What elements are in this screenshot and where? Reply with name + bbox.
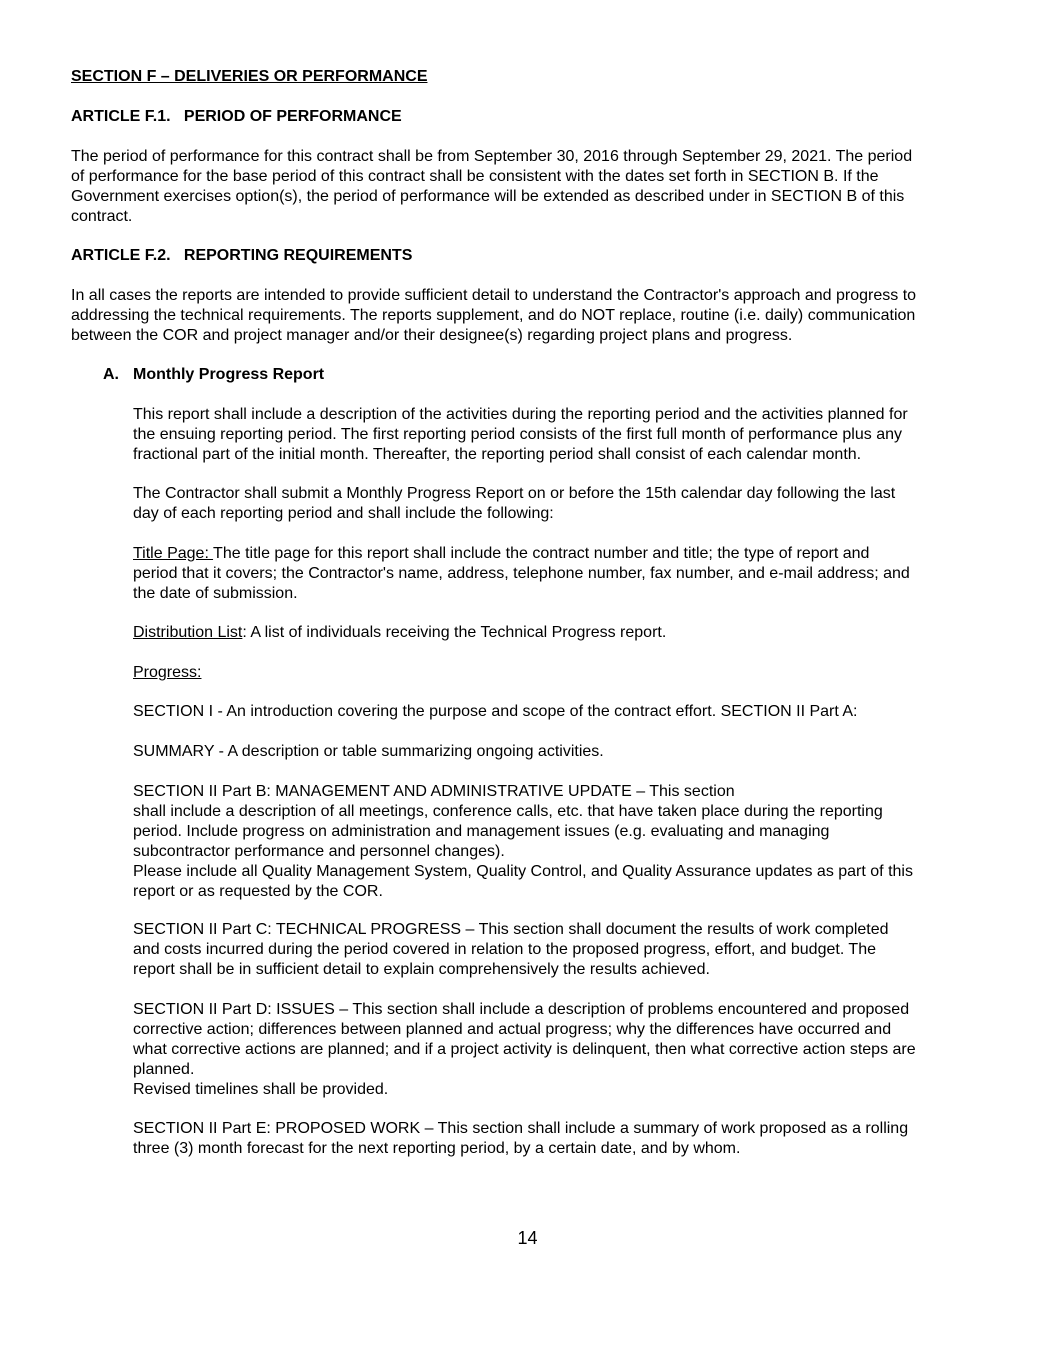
page-number: 14 <box>517 1228 538 1248</box>
progress-label: Progress: <box>133 664 202 681</box>
paragraph-line: report shall be in sufficient detail to explain comprehensively the results achieved. <box>133 961 710 978</box>
monthly-report-heading <box>103 365 324 385</box>
paragraph-line: SECTION II Part D: ISSUES – This section shall include a description of problems encountered and proposed <box>133 1001 910 1018</box>
distribution-list-text: : A list of individuals receiving the Technical Progress report. <box>242 624 667 641</box>
monthly-report-intro <box>133 405 983 465</box>
article-f1-paragraph <box>71 147 983 227</box>
paragraph-line: corrective action; differences between planned and actual progress; why the differences have occurred and <box>133 1021 892 1038</box>
distribution-list-label: Distribution List <box>133 624 243 641</box>
paragraph-line: and costs incurred during the period covered in relation to the proposed progress, effort, and budget. The <box>133 941 876 958</box>
paragraph-line: report or as requested by the COR. <box>133 883 383 900</box>
paragraph-line: contract. <box>71 208 133 225</box>
monthly-report-submit <box>133 484 983 524</box>
paragraph-line: SECTION II Part C: TECHNICAL PROGRESS – This section shall document the results of work completed <box>133 921 889 938</box>
paragraph-line: shall include a description of all meetings, conference calls, etc. that have taken place during the reporting <box>133 803 883 820</box>
monthly-report-title: Monthly Progress Report <box>133 366 325 383</box>
title-page-text: The title page for this report shall include the contract number and title; the type of report and <box>213 545 870 562</box>
paragraph-line: Government exercises option(s), the period of performance will be extended as described under in SECTION B of this <box>71 188 905 205</box>
distribution-list-paragraph <box>133 623 983 643</box>
paragraph-line: This report shall include a description of the activities during the reporting period and the activities planned for <box>133 406 908 423</box>
paragraph-line: three (3) month forecast for the next reporting period, by a certain date, and by whom. <box>133 1140 741 1157</box>
paragraph-line: In all cases the reports are intended to provide sufficient detail to understand the Contractor's approach and progress to <box>71 287 917 304</box>
monthly-report-letter: A. <box>103 366 119 383</box>
paragraph-line: period that it covers; the Contractor's name, address, telephone number, fax number, and e-mail address; and <box>133 565 910 582</box>
section-ii-part-b <box>133 782 983 902</box>
title-page-paragraph <box>133 544 983 604</box>
section-ii-part-d <box>133 1000 983 1100</box>
section-ii-part-e <box>133 1119 983 1159</box>
paragraph-line <box>133 544 983 564</box>
paragraph-line: The Contractor shall submit a Monthly Progress Report on or before the 15th calendar day following the last <box>133 485 896 502</box>
section-i-paragraph: SECTION I - An introduction covering the purpose and scope of the contract effort. SECTION II Part A: <box>133 703 858 720</box>
paragraph-line: subcontractor performance and personnel changes). <box>133 843 505 860</box>
paragraph-line: of performance for the base period of this contract shall be consistent with the dates set forth in SECTION B. If the <box>71 168 879 185</box>
paragraph-line: period. Include progress on administration and management issues (e.g. evaluating and managing <box>133 823 830 840</box>
paragraph-line: SECTION II Part E: PROPOSED WORK – This section shall include a summary of work proposed as a rolling <box>133 1120 909 1137</box>
paragraph-line: SECTION II Part B: MANAGEMENT AND ADMINISTRATIVE UPDATE – This section <box>133 783 735 800</box>
article-f1-heading: ARTICLE F.1. PERIOD OF PERFORMANCE <box>71 108 402 125</box>
title-page-label: Title Page: <box>133 545 214 562</box>
paragraph-line: planned. <box>133 1061 195 1078</box>
paragraph-line: what corrective actions are planned; and if a project activity is delinquent, then what corrective action steps are <box>133 1041 916 1058</box>
paragraph-line: the date of submission. <box>133 585 298 602</box>
paragraph-line: Please include all Quality Management System, Quality Control, and Quality Assurance updates as part of this <box>133 863 913 880</box>
paragraph-line: fractional part of the initial month. Thereafter, the reporting period shall consist of each calendar month. <box>133 446 862 463</box>
paragraph-line: the ensuing reporting period. The first reporting period consists of the first full month of performance plus any <box>133 426 902 443</box>
paragraph-line: The period of performance for this contract shall be from September 30, 2016 through September 29, 2021. The period <box>71 148 913 165</box>
section-ii-part-c <box>133 920 983 980</box>
paragraph-line: Revised timelines shall be provided. <box>133 1081 389 1098</box>
article-f2-heading: ARTICLE F.2. REPORTING REQUIREMENTS <box>71 247 413 264</box>
summary-paragraph: SUMMARY - A description or table summarizing ongoing activities. <box>133 743 604 760</box>
section-title: SECTION F – DELIVERIES OR PERFORMANCE <box>71 68 428 85</box>
article-f2-paragraph <box>71 286 983 346</box>
paragraph-line: day of each reporting period and shall include the following: <box>133 505 554 522</box>
paragraph-line: between the COR and project manager and/or their designee(s) regarding project plans and progress. <box>71 327 793 344</box>
paragraph-line: addressing the technical requirements. The reports supplement, and do NOT replace, routine (i.e. daily) communication <box>71 307 916 324</box>
